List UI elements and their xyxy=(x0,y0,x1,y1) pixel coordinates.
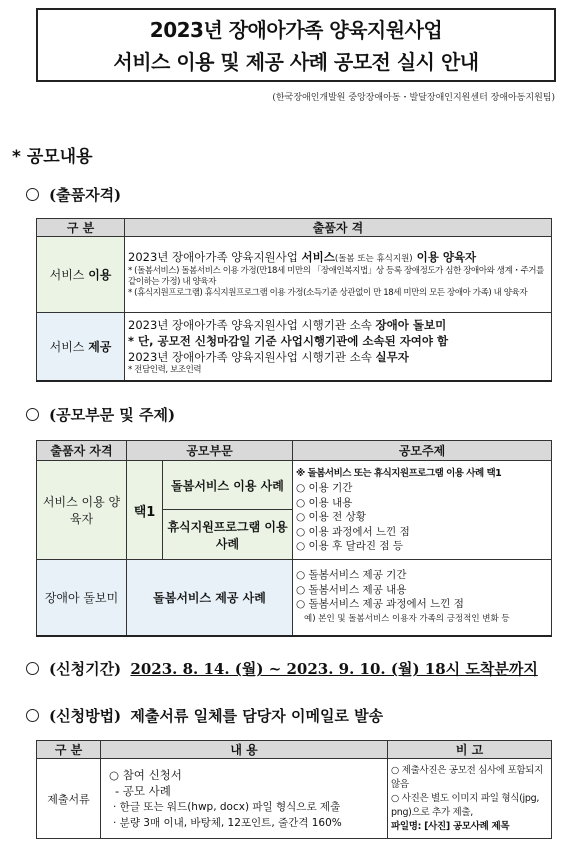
qual-row-content: 2023년 장애아가족 양육지원사업 서비스(돌봄 또는 휴식지원) 이용 양육자 * (돌봄서비스) 돌봄서비스 이용 가정(만18세 미만의 「장애인복지법」상 등록 장애정도가 심한 장애아와 생계・주거를 같이하는 가정) 내 양육자 * (휴식지원프로그램) 휴식지원프로그램 이용 가정(소득기준 상관없이 만 18세 미만의 모든 장애아 가족) 내 양육자 xyxy=(125,237,552,313)
method-item: · 분량 3매 이내, 바탕체, 12포인트, 줄간격 160% xyxy=(113,816,342,829)
qual-row-label: 서비스 이용 xyxy=(37,237,125,313)
title-line2: 서비스 이용 및 제공 사례 공모전 실시 안내 xyxy=(113,50,479,74)
circle-bullet-icon xyxy=(26,408,39,421)
topic-item: ○ 이용 후 달라진 점 등 xyxy=(296,540,403,552)
method-row-label: 제출서류 xyxy=(37,759,101,839)
qual-note: * 전담인력, 보조인력 xyxy=(128,364,202,375)
method-value: 제출서류 일체를 담당자 이메일로 발송 xyxy=(130,707,384,725)
topic-item: ○ 이용 내용 xyxy=(296,496,353,509)
category-heading-text: (공모부문 및 주제) xyxy=(49,406,176,424)
category-pick: 택1 xyxy=(127,461,163,560)
qual-note: * (돌봄서비스) 돌봄서비스 이용 가정(만18세 미만의 「장애인복지법」상 등록 장애정도가 심한 장애아와 생계・주거를 같이하는 가정) 내 양육자 xyxy=(128,266,544,287)
qual-table xyxy=(36,218,552,382)
category-heading xyxy=(26,404,175,425)
method-col-header: 내 용 xyxy=(101,741,388,759)
topic-item: ○ 돌봄서비스 제공 기간 xyxy=(296,569,407,582)
method-note xyxy=(388,759,552,839)
topic-item: ○ 이용 과정에서 느낀 점 xyxy=(296,525,410,538)
qual-heading xyxy=(26,184,121,205)
method-note-item: ○ 사진은 별도 이미지 파일 형식(jpg, png)으로 추가 제출, xyxy=(391,792,540,818)
topic-item: ○ 이용 기간 xyxy=(296,482,353,494)
qual-col-header: 구 분 xyxy=(37,219,125,237)
qual-condition: * 단, 공모전 신청마감일 기준 사업시행기관에 소속된 자여야 함 xyxy=(128,333,449,348)
qual-heading-text: (출품자격) xyxy=(49,186,122,204)
circle-bullet-icon xyxy=(26,662,39,675)
organizer: (한국장애인개발원 중앙장애아동・발달장애인지원센터 장애아동지원팀) xyxy=(272,93,555,103)
category-sub: 돌봄서비스 이용 사례 xyxy=(163,461,293,510)
topic-note: 예) 본인 및 돌봄서비스 이용자 가족의 긍정적인 변화 등 xyxy=(304,613,510,624)
category-topics xyxy=(293,560,552,636)
period-label: (신청기간) xyxy=(49,660,122,678)
category-row-label: 서비스 이용 양육자 xyxy=(37,461,127,560)
method-label: (신청방법) xyxy=(49,707,122,725)
category-table xyxy=(36,440,552,637)
method-item: · 한글 또는 워드(hwp, docx) 파일 형식으로 제출 xyxy=(113,800,341,813)
title-line1: 2023년 장애아가족 양육지원사업 xyxy=(149,18,443,42)
category-sub: 휴식지원프로그램 이용 사례 xyxy=(163,510,293,560)
category-col-header: 출품자 자격 xyxy=(37,441,127,461)
method-table xyxy=(36,740,552,839)
section-title xyxy=(12,142,93,167)
qual-col-header: 출품자 격 xyxy=(125,219,552,237)
topic-item: ○ 돌봄서비스 제공 과정에서 느낀 점 xyxy=(296,598,464,611)
method-content xyxy=(101,759,388,839)
category-col-header: 공모부문 xyxy=(127,441,293,461)
category-col-header: 공모주제 xyxy=(293,441,552,461)
period-value: 2023. 8. 14. (월) ~ 2023. 9. 10. (월) 18시 도착분까지 xyxy=(130,660,538,678)
method-item: ○ 참여 신청서 xyxy=(109,767,182,782)
qual-row-label: 서비스 제공 xyxy=(37,313,125,381)
category-sub: 돌봄서비스 제공 사례 xyxy=(127,560,293,636)
topic-head: ※ 돌봄서비스 또는 휴식지원프로그램 이용 사례 택1 xyxy=(296,467,502,479)
section-label: 공모내용 xyxy=(26,147,93,167)
method-col-header: 비 고 xyxy=(388,741,552,759)
category-row-label: 장애아 돌보미 xyxy=(37,560,127,636)
topic-item: ○ 이용 전 상황 xyxy=(296,511,366,523)
method-line xyxy=(26,705,383,726)
category-topics xyxy=(293,461,552,560)
section-bullet: * xyxy=(12,147,21,167)
method-note-item: 파일명: [사진] 공모사례 제목 xyxy=(391,820,510,832)
circle-bullet-icon xyxy=(26,188,39,201)
qual-note: * (휴식지원프로그램) 휴식지원프로그램 이용 가정(소득기준 상관없이 만 18세 미만의 모든 장애아 가족) 내 양육자 xyxy=(128,288,528,298)
method-col-header: 구 분 xyxy=(37,741,101,759)
method-item: - 공모 사례 xyxy=(115,783,171,798)
period-line xyxy=(26,658,538,679)
qual-row-content: 2023년 장애아가족 양육지원사업 시행기관 소속 장애아 돌보미 * 단, 공모전 신청마감일 기준 사업시행기관에 소속된 자여야 함 2023년 장애아가족 양육지원사업 시행기관 소속 실무자 * 전담인력, 보조인력 xyxy=(125,313,552,381)
circle-bullet-icon xyxy=(26,709,39,722)
topic-item: ○ 돌봄서비스 제공 내용 xyxy=(296,583,407,596)
method-note-item: ○ 제출사진은 공모전 심사에 포함되지 않음 xyxy=(391,764,544,790)
